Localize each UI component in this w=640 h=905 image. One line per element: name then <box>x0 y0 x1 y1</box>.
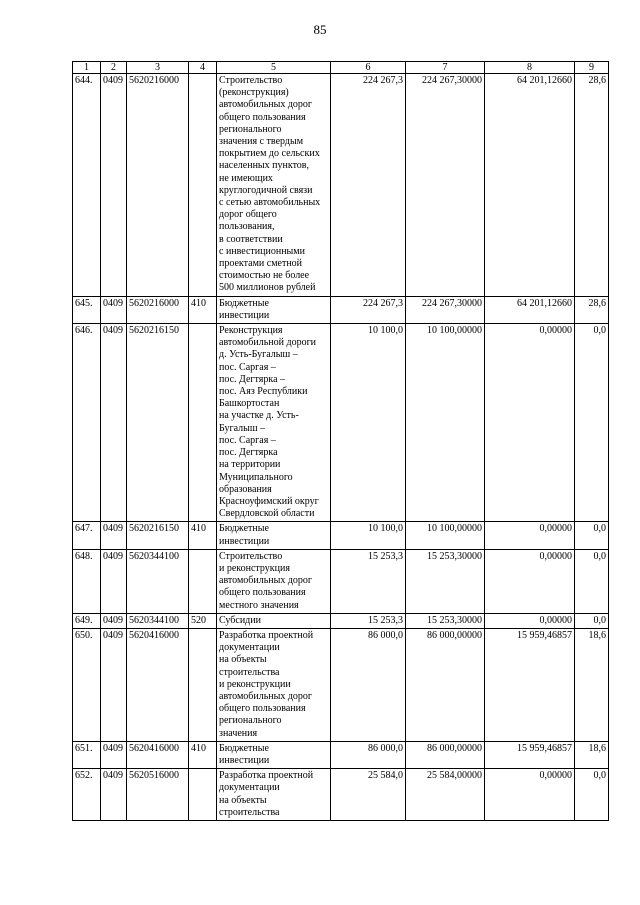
execution-percent-cell: 18,6 <box>575 628 609 741</box>
expense-type-cell <box>189 324 217 522</box>
execution-percent-cell: 28,6 <box>575 74 609 297</box>
executed-amount-cell: 0,00000 <box>485 522 575 549</box>
executed-amount-cell: 15 959,46857 <box>485 628 575 741</box>
row-number-cell: 647. <box>73 522 101 549</box>
executed-amount-cell: 64 201,12660 <box>485 296 575 323</box>
header-cell: 3 <box>127 62 189 74</box>
expense-type-cell: 410 <box>189 522 217 549</box>
target-article-cell: 5620216150 <box>127 324 189 522</box>
table-body <box>73 74 609 821</box>
expense-type-cell: 410 <box>189 741 217 768</box>
item-name-cell: Субсидии <box>217 613 331 628</box>
table-row <box>73 741 609 768</box>
planned-amount-cell: 15 253,3 <box>331 613 406 628</box>
section-code-cell: 0409 <box>101 522 127 549</box>
planned-amount-cell: 15 253,3 <box>331 549 406 613</box>
table-row <box>73 522 609 549</box>
target-article-cell: 5620216000 <box>127 296 189 323</box>
table-row <box>73 74 609 297</box>
budget-table <box>72 61 609 821</box>
execution-percent-cell: 18,6 <box>575 741 609 768</box>
execution-percent-cell: 28,6 <box>575 296 609 323</box>
planned-amount-cell: 25 584,0 <box>331 769 406 821</box>
item-name-cell: Бюджетные инвестиции <box>217 741 331 768</box>
expense-type-cell <box>189 549 217 613</box>
table-row <box>73 296 609 323</box>
approved-amount-cell: 25 584,00000 <box>406 769 485 821</box>
header-cell: 5 <box>217 62 331 74</box>
approved-amount-cell: 15 253,30000 <box>406 613 485 628</box>
item-name-cell: Бюджетные инвестиции <box>217 522 331 549</box>
executed-amount-cell: 0,00000 <box>485 549 575 613</box>
approved-amount-cell: 224 267,30000 <box>406 296 485 323</box>
expense-type-cell <box>189 628 217 741</box>
row-number-cell: 651. <box>73 741 101 768</box>
item-name-cell: Строительство (реконструкция) автомобильных дорог общего пользования регионального значения с твердым покрытием до сельских населенных пунктов, не имеющих круглогодичной связи с сетью автомобильных дорог общего пользования, в соответствии с инвестиционными проектами сметной стоимостью не более 500 миллионов рублей <box>217 74 331 297</box>
execution-percent-cell: 0,0 <box>575 324 609 522</box>
approved-amount-cell: 10 100,00000 <box>406 522 485 549</box>
executed-amount-cell: 0,00000 <box>485 324 575 522</box>
target-article-cell: 5620416000 <box>127 741 189 768</box>
planned-amount-cell: 86 000,0 <box>331 628 406 741</box>
header-cell: 6 <box>331 62 406 74</box>
execution-percent-cell: 0,0 <box>575 769 609 821</box>
approved-amount-cell: 15 253,30000 <box>406 549 485 613</box>
header-cell: 2 <box>101 62 127 74</box>
target-article-cell: 5620344100 <box>127 613 189 628</box>
target-article-cell: 5620216000 <box>127 74 189 297</box>
header-cell: 1 <box>73 62 101 74</box>
section-code-cell: 0409 <box>101 613 127 628</box>
target-article-cell: 5620416000 <box>127 628 189 741</box>
target-article-cell: 5620344100 <box>127 549 189 613</box>
expense-type-cell <box>189 769 217 821</box>
planned-amount-cell: 10 100,0 <box>331 522 406 549</box>
header-cell: 9 <box>575 62 609 74</box>
executed-amount-cell: 64 201,12660 <box>485 74 575 297</box>
header-cell: 8 <box>485 62 575 74</box>
row-number-cell: 648. <box>73 549 101 613</box>
row-number-cell: 650. <box>73 628 101 741</box>
table-row <box>73 324 609 522</box>
executed-amount-cell: 0,00000 <box>485 613 575 628</box>
executed-amount-cell: 15 959,46857 <box>485 741 575 768</box>
target-article-cell: 5620216150 <box>127 522 189 549</box>
expense-type-cell <box>189 74 217 297</box>
expense-type-cell: 410 <box>189 296 217 323</box>
approved-amount-cell: 86 000,00000 <box>406 741 485 768</box>
item-name-cell: Строительство и реконструкция автомобильных дорог общего пользования местного значения <box>217 549 331 613</box>
planned-amount-cell: 10 100,0 <box>331 324 406 522</box>
execution-percent-cell: 0,0 <box>575 549 609 613</box>
item-name-cell: Разработка проектной документации на объекты строительства <box>217 769 331 821</box>
row-number-cell: 645. <box>73 296 101 323</box>
approved-amount-cell: 224 267,30000 <box>406 74 485 297</box>
row-number-cell: 652. <box>73 769 101 821</box>
section-code-cell: 0409 <box>101 741 127 768</box>
executed-amount-cell: 0,00000 <box>485 769 575 821</box>
section-code-cell: 0409 <box>101 324 127 522</box>
section-code-cell: 0409 <box>101 296 127 323</box>
section-code-cell: 0409 <box>101 628 127 741</box>
table-row <box>73 628 609 741</box>
target-article-cell: 5620516000 <box>127 769 189 821</box>
table-row <box>73 613 609 628</box>
header-cell: 7 <box>406 62 485 74</box>
item-name-cell: Разработка проектной документации на объекты строительства и реконструкции автомобильных дорог общего пользования регионального значения <box>217 628 331 741</box>
item-name-cell: Бюджетные инвестиции <box>217 296 331 323</box>
section-code-cell: 0409 <box>101 74 127 297</box>
header-row <box>73 62 609 74</box>
planned-amount-cell: 86 000,0 <box>331 741 406 768</box>
page-number: 85 <box>313 22 327 37</box>
row-number-cell: 649. <box>73 613 101 628</box>
execution-percent-cell: 0,0 <box>575 613 609 628</box>
approved-amount-cell: 10 100,00000 <box>406 324 485 522</box>
execution-percent-cell: 0,0 <box>575 522 609 549</box>
section-code-cell: 0409 <box>101 769 127 821</box>
section-code-cell: 0409 <box>101 549 127 613</box>
planned-amount-cell: 224 267,3 <box>331 296 406 323</box>
table-row <box>73 769 609 821</box>
row-number-cell: 646. <box>73 324 101 522</box>
planned-amount-cell: 224 267,3 <box>331 74 406 297</box>
header-cell: 4 <box>189 62 217 74</box>
approved-amount-cell: 86 000,00000 <box>406 628 485 741</box>
table-row <box>73 549 609 613</box>
row-number-cell: 644. <box>73 74 101 297</box>
item-name-cell: Реконструкция автомобильной дороги д. Усть-Бугалыш – пос. Саргая – пос. Дегтярка – пос. Аяз Республики Башкортостан на участке д. Усть- Бугалыш – пос. Саргая – пос. Дегтярка на территории Муниципального образования Красноуфимский округ Свердловской области <box>217 324 331 522</box>
expense-type-cell: 520 <box>189 613 217 628</box>
